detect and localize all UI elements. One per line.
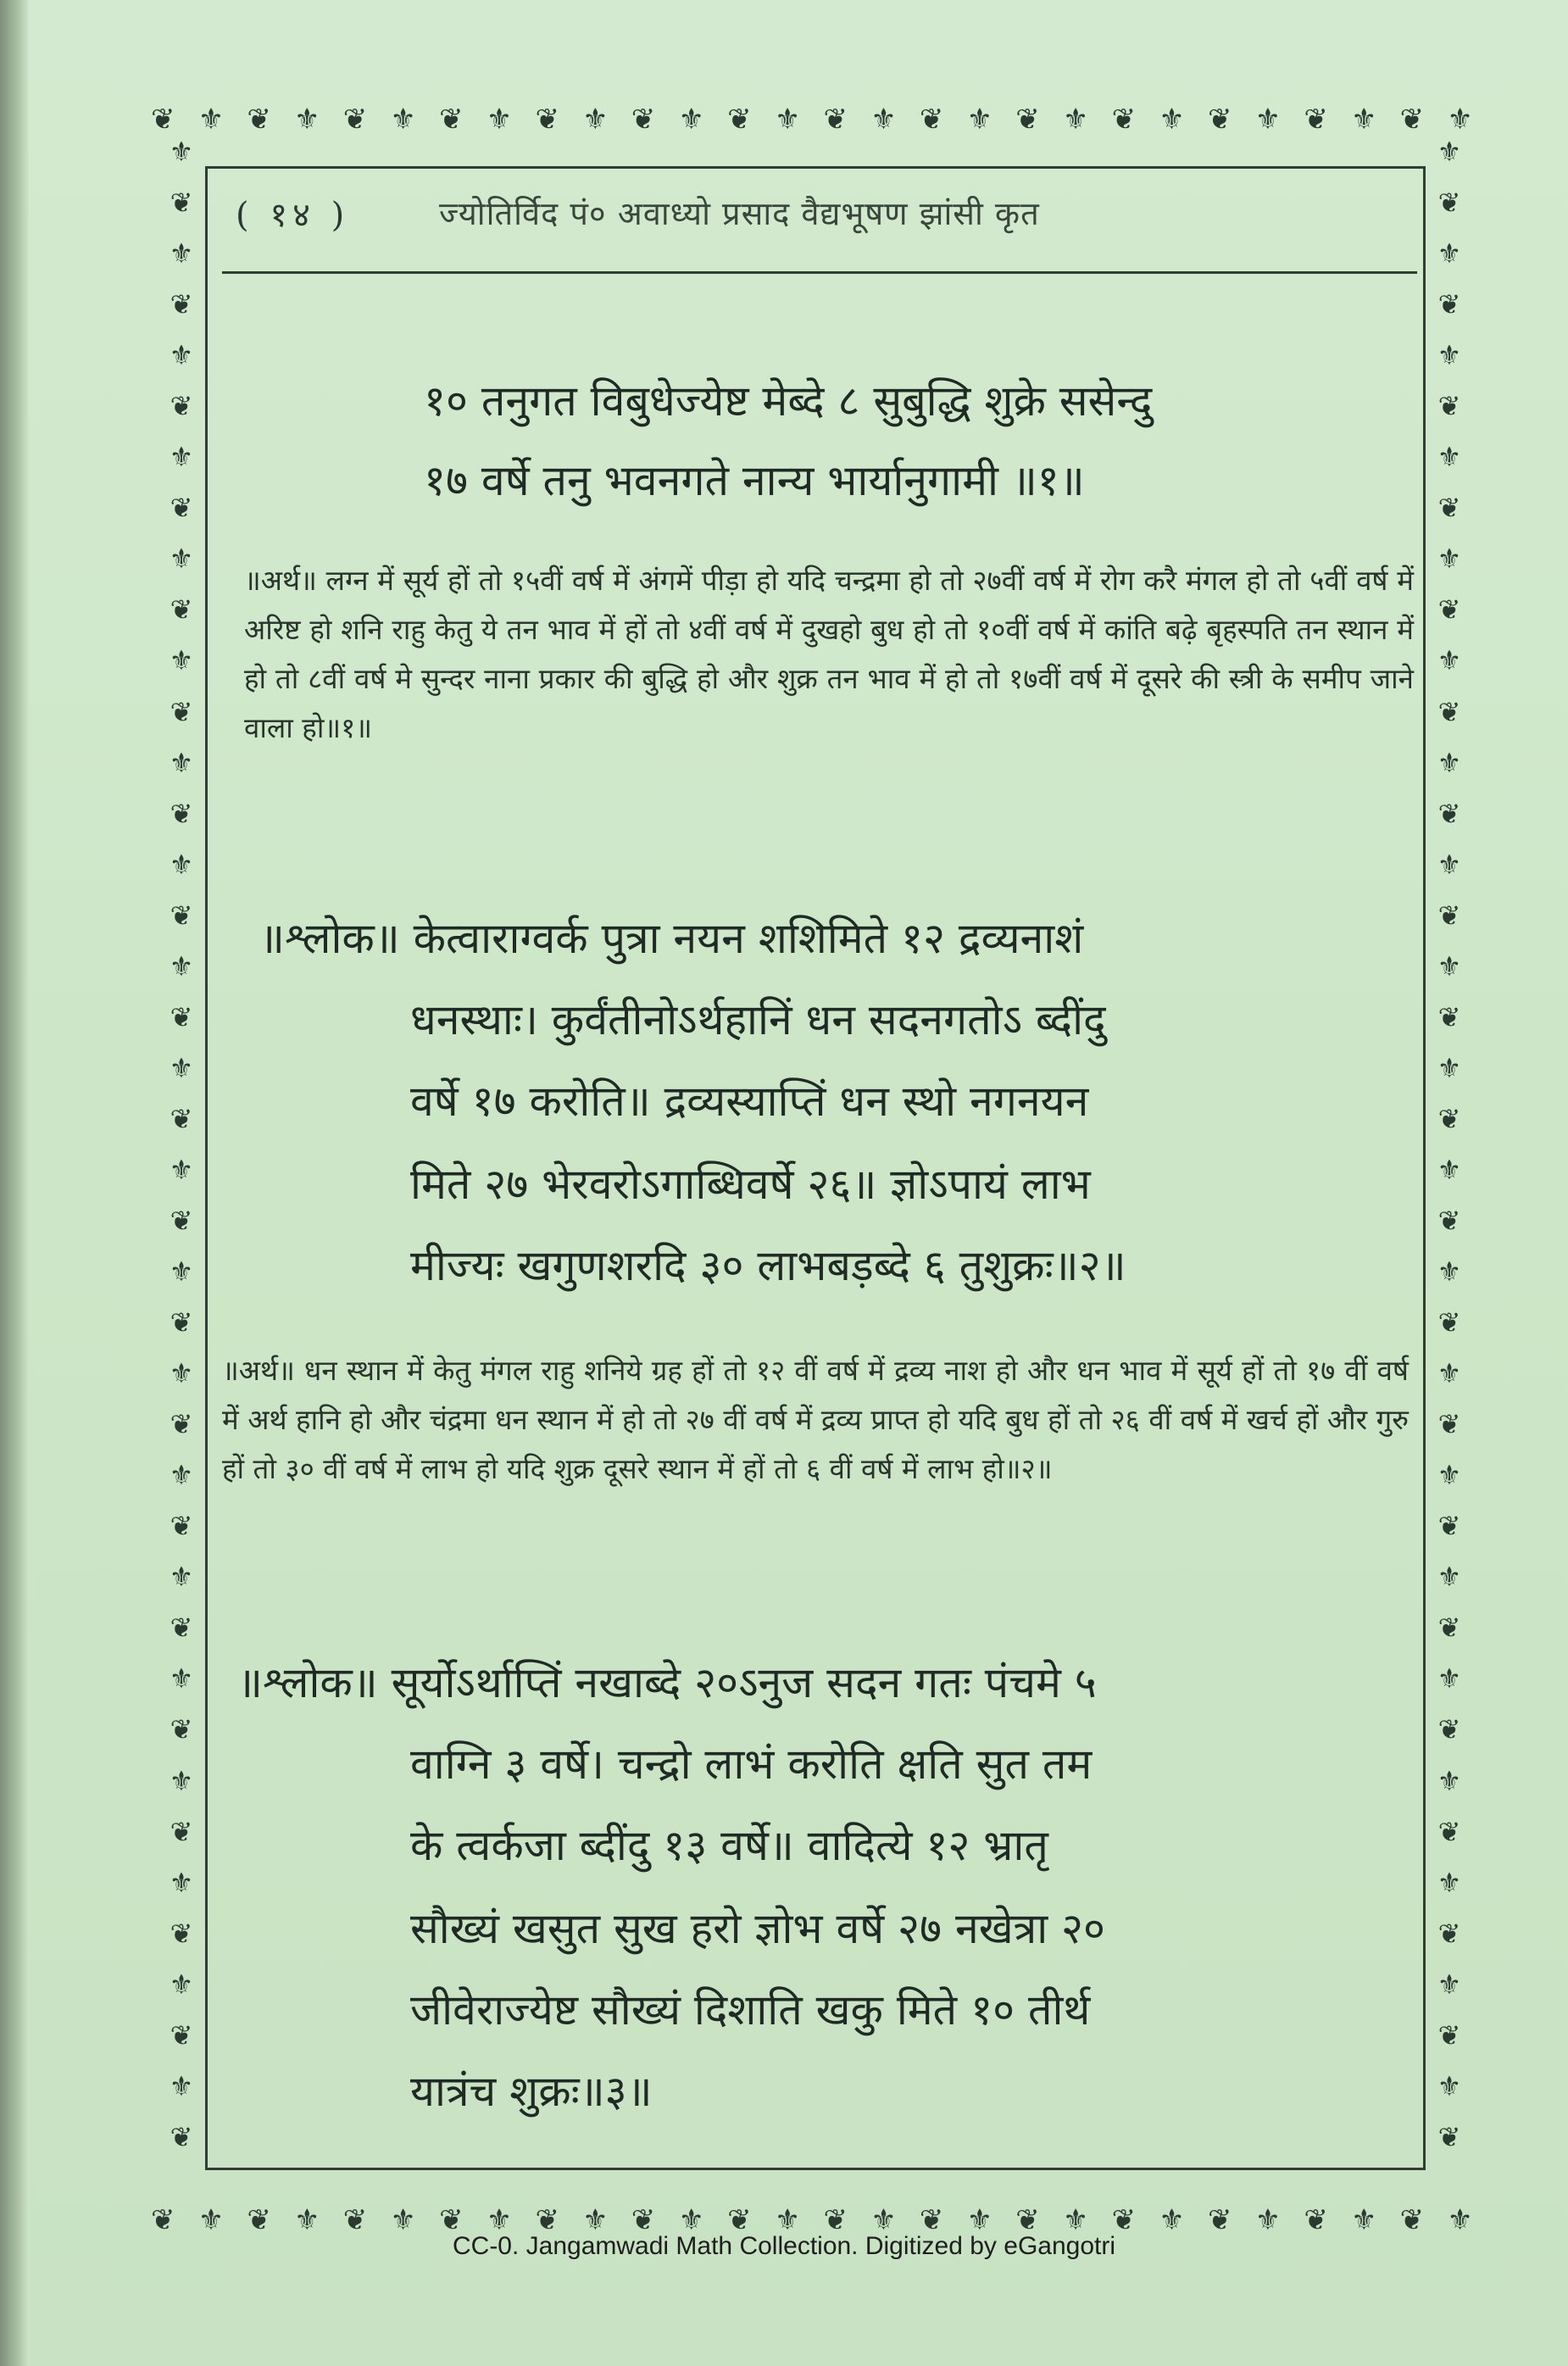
- meaning-1-paragraph: ॥अर्थ॥ लग्न में सूर्य हों तो १५वीं वर्ष में अंगमें पीड़ा हो यदि चन्द्रमा हो तो २७वीं वर्ष में रोग करै मंगल हो तो ५वीं वर्ष में अरिष्ट हो शनि राहु केतु ये तन भाव में हों तो ४वीं वर्ष में दुखहो बुध हो तो १०वीं वर्ष में कांति बढ़े बृहस्पति तन स्थान में हो तो ८वीं वर्ष मे सुन्दर नाना प्रकार की बुद्धि हो और शुक्र तन भाव में हो तो १७वीं वर्ष में दूसरे की स्त्री के समीप जाने वाला हो॥१॥: [244, 564, 1414, 744]
- left-ornament-border: ⚜ ❦ ⚜ ❦ ⚜ ❦ ⚜ ❦ ⚜ ❦ ⚜ ❦ ⚜ ❦ ⚜ ❦ ⚜ ❦ ⚜ ❦ ⚜ ❦ ⚜ ❦ ⚜ ❦ ⚜ ❦ ⚜ ❦ ⚜ ❦ ⚜ ❦ ⚜ ❦ ⚜ ❦ ⚜ ❦: [169, 136, 194, 2153]
- verse-3-line-6: यात्रंच शुक्रः॥३॥: [410, 2067, 653, 2116]
- verse-2-line-4: मिते २७ भेरवरोऽगाब्धिवर्षे २६॥ ज्ञोऽपायं लाभ: [410, 1160, 1091, 1209]
- running-title: ज्योतिर्विद पं० अवाध्यो प्रसाद वैद्यभूषण झांसी कृत: [439, 195, 1040, 232]
- digitization-credit: CC-0. Jangamwadi Math Collection. Digitized by eGangotri: [452, 2232, 1116, 2260]
- page-number: ( १४ ): [236, 195, 350, 235]
- page-edge-shadow: [0, 0, 29, 2366]
- meaning-2-paragraph: ॥अर्थ॥ धन स्थान में केतु मंगल राहु शनिये ग्रह हों तो १२ वीं वर्ष में द्रव्य नाश हो और धन भाव में सूर्य हों तो १७ वीं वर्ष में अर्थ हानि हो और चंद्रमा धन स्थान में हो तो २७ वीं वर्ष में द्रव्य प्राप्त हो यदि बुध हों तो २६ वीं वर्ष में खर्च हों और गुरु हों तो ३० वीं वर्ष में लाभ हो यदि शुक्र दूसरे स्थान में हों तो ६ वीं वर्ष में लाभ हो॥२॥: [222, 1354, 1409, 1485]
- right-ornament-border: ⚜ ❦ ⚜ ❦ ⚜ ❦ ⚜ ❦ ⚜ ❦ ⚜ ❦ ⚜ ❦ ⚜ ❦ ⚜ ❦ ⚜ ❦ ⚜ ❦ ⚜ ❦ ⚜ ❦ ⚜ ❦ ⚜ ❦ ⚜ ❦ ⚜ ❦ ⚜ ❦ ⚜ ❦ ⚜ ❦: [1437, 136, 1462, 2153]
- verse-2-line-5: मीज्यः खगुणशरदि ३० लाभबड़ब्दे ६ तुशुक्रः॥२॥: [410, 1241, 1126, 1290]
- page-header: [227, 175, 1414, 251]
- verse-2-line-3: वर्षे १७ करोति॥ द्रव्यस्याप्तिं धन स्थो नगनयन: [410, 1077, 1089, 1126]
- verse-2-line-1: ॥श्लोक॥ केत्वाराग्वर्क पुत्रा नयन शशिमिते १२ द्रव्यनाशं: [259, 914, 1084, 963]
- header-rule: [222, 271, 1417, 274]
- verse-3-line-4: सौख्यं खसुत सुख हरो ज्ञोभ वर्षे २७ नखेत्रा २०: [410, 1904, 1106, 1953]
- top-ornament-border: ❦ ⚜ ❦ ⚜ ❦ ⚜ ❦ ⚜ ❦ ⚜ ❦ ⚜ ❦ ⚜ ❦ ⚜ ❦ ⚜ ❦ ⚜ ❦ ⚜ ❦ ⚜ ❦ ⚜ ❦ ⚜: [151, 103, 1473, 136]
- verse-3-line-2: वाग्नि ३ वर्षे। चन्द्रो लाभं करोति क्षति सुत तम: [410, 1740, 1093, 1789]
- verse-1-line-2: १७ वर्षे तनु भवनगते नान्य भार्यानुगामी ॥१॥: [424, 456, 1085, 505]
- verse-1-line-1: १० तनुगत विबुधेज्येष्ट मेब्दे ८ सुबुद्धि शुक्रे ससेन्दु: [424, 376, 1153, 426]
- verse-3-line-5: जीवेराज्येष्ट सौख्यं दिशाति खकु मिते १० तीर्थ: [410, 1985, 1091, 2035]
- bottom-ornament-border: ❦ ⚜ ❦ ⚜ ❦ ⚜ ❦ ⚜ ❦ ⚜ ❦ ⚜ ❦ ⚜ ❦ ⚜ ❦ ⚜ ❦ ⚜ ❦ ⚜ ❦ ⚜ ❦ ⚜ ❦ ⚜: [151, 2203, 1473, 2237]
- verse-3-line-1: ॥श्लोक॥ सूर्योऽर्थाप्तिं नखाब्दे २०ऽनुज सदन गतः पंचमे ५: [237, 1658, 1097, 1707]
- verse-2-line-2: धनस्थाः। कुर्वंतीनोऽर्थहानिं धन सदनगतोऽ ब्दींदु: [410, 995, 1106, 1044]
- verse-3-line-3: के त्वर्कजा ब्दींदु १३ वर्षे॥ वादित्ये १२ भ्रातृ: [410, 1821, 1048, 1870]
